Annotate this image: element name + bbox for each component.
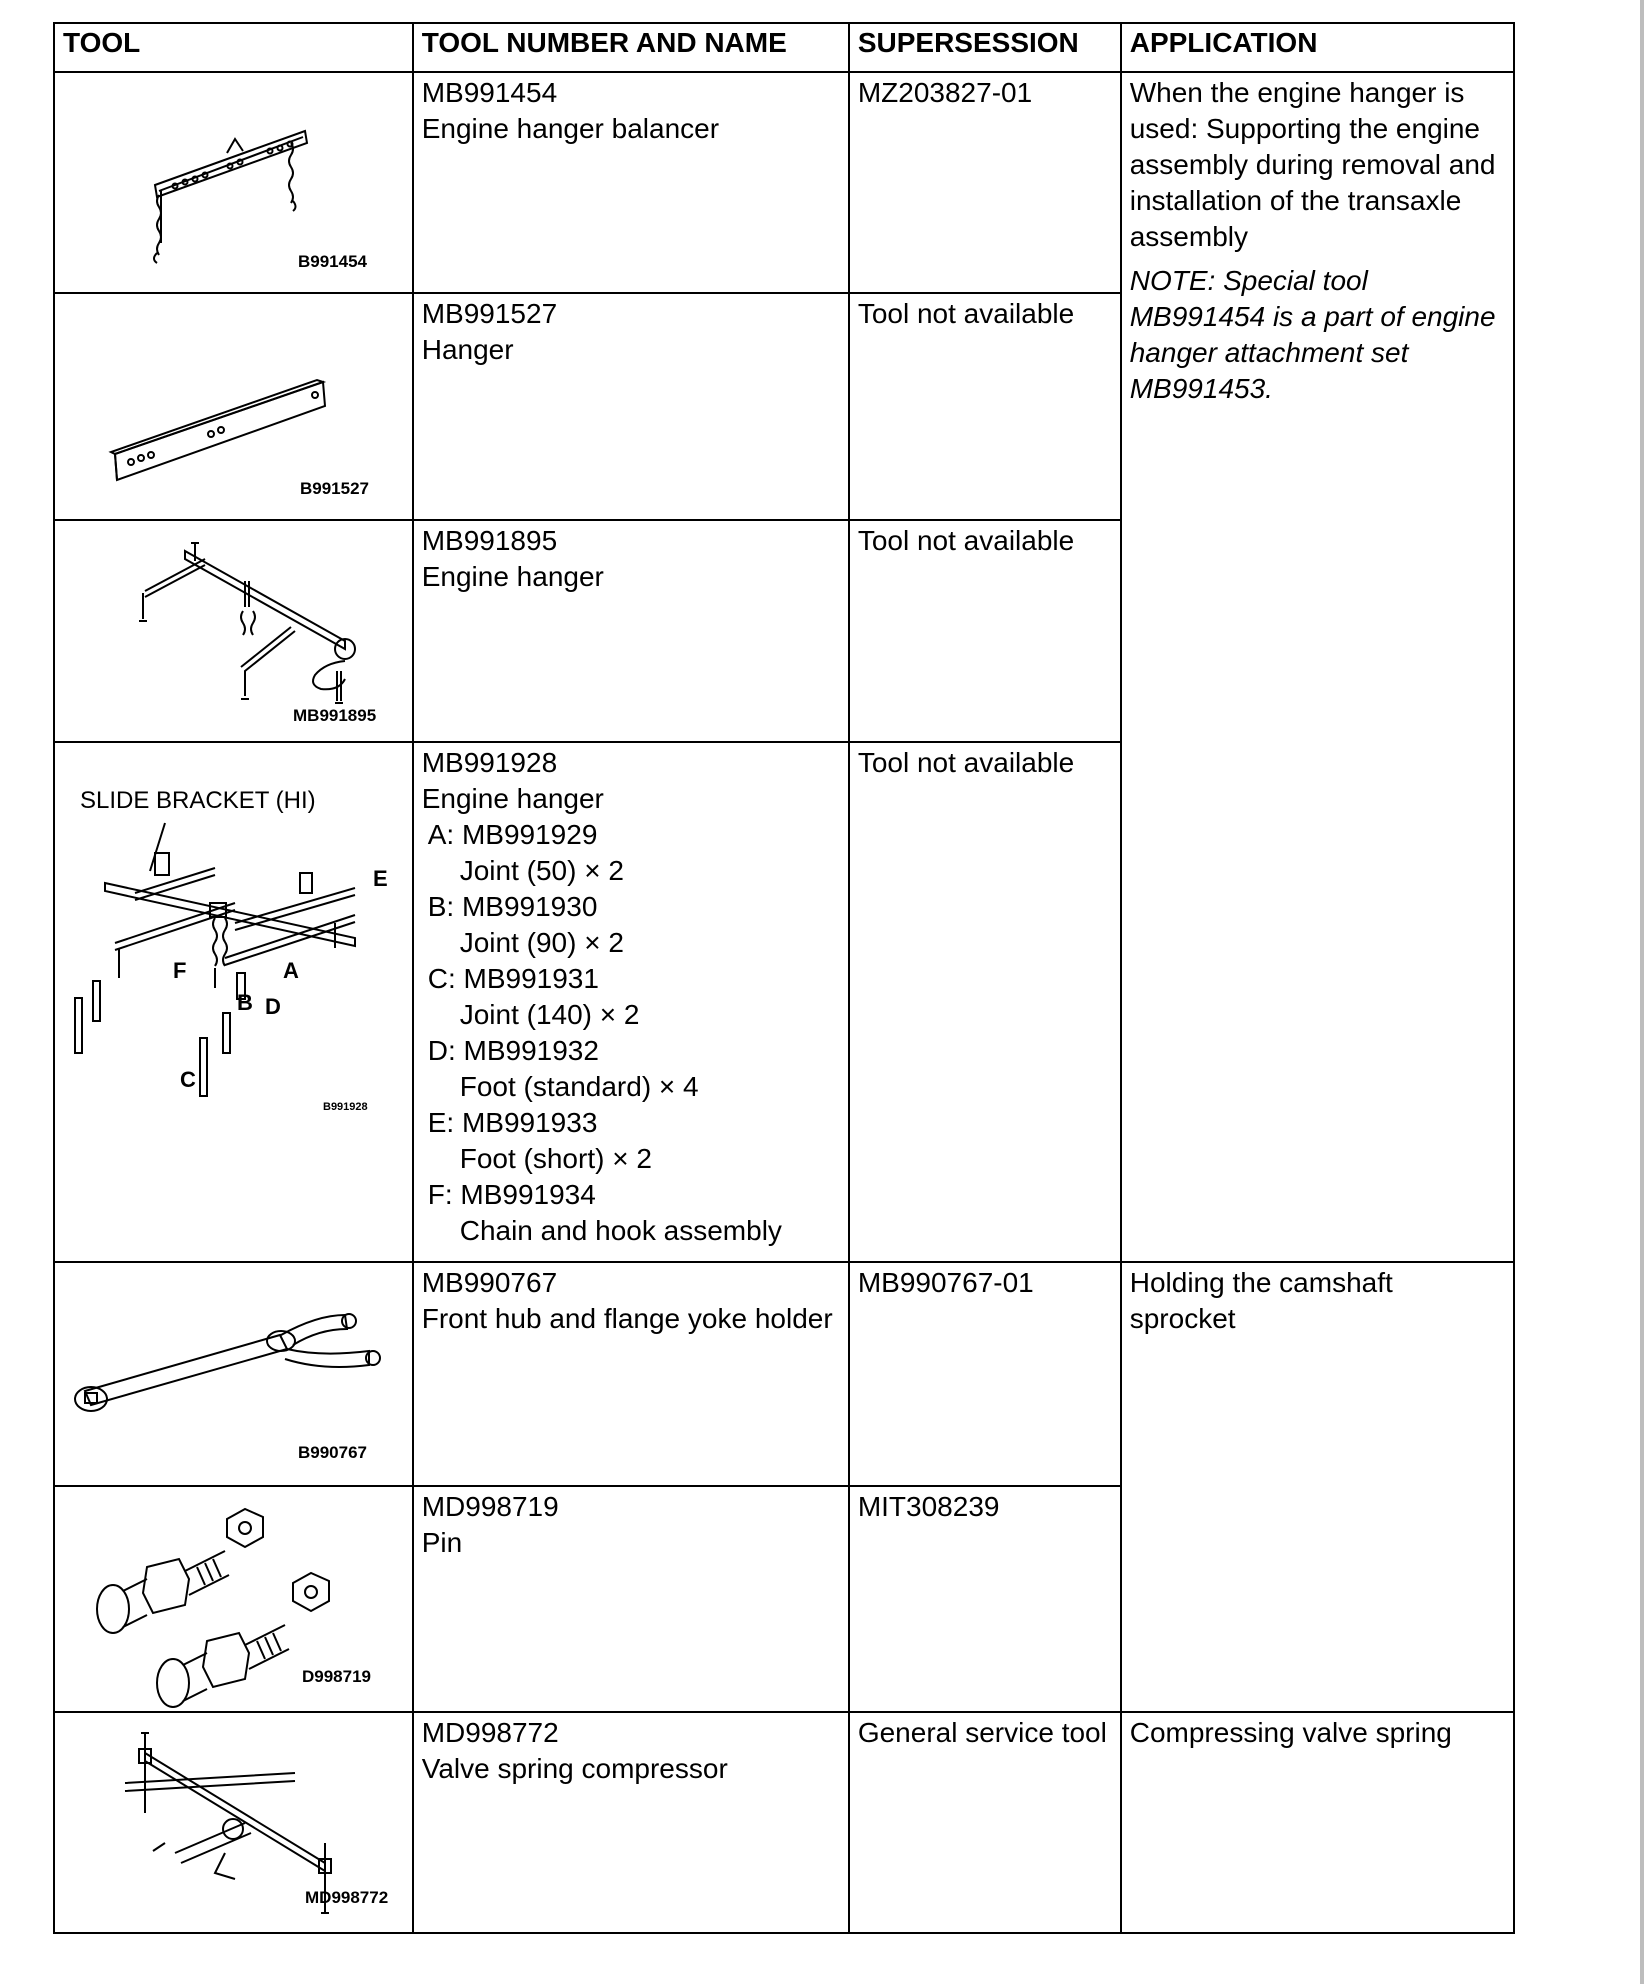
tool-name: Front hub and flange yoke holder — [421, 1303, 833, 1334]
part-desc: Foot (standard) × 4 — [459, 1071, 699, 1102]
application-text: When the engine hanger is used: Supporting the engine assembly during removal and installation of the transaxle assembly — [1129, 77, 1496, 252]
application-note: NOTE: Special tool MB991454 is a part of engine hanger attachment set MB991453. — [1129, 265, 1496, 404]
part-f-label: F — [173, 958, 187, 983]
part-code: A: MB991929 — [427, 819, 598, 850]
tool-number: MB991895 — [421, 525, 558, 556]
figure-code: D998719 — [302, 1667, 372, 1686]
part-desc: Joint (140) × 2 — [459, 999, 640, 1030]
figure-code: B991454 — [298, 252, 368, 271]
tool-figure-cell — [54, 1262, 413, 1486]
supersession-cell: MIT308239 — [849, 1486, 1121, 1712]
part-code: E: MB991933 — [427, 1107, 598, 1138]
part-d-label: D — [265, 994, 281, 1019]
table-row — [54, 1712, 1514, 1933]
application-cell: Holding the camshaft sprocket — [1121, 1262, 1514, 1712]
part-code: D: MB991932 — [427, 1035, 599, 1066]
part-e-label: E — [373, 866, 388, 891]
tool-number-name-cell — [413, 742, 849, 1262]
part-code: C: MB991931 — [427, 963, 599, 994]
slide-bracket-label: SLIDE BRACKET (HI) — [80, 787, 316, 814]
part-code: B: MB991930 — [427, 891, 598, 922]
tool-number: MD998772 — [421, 1717, 559, 1748]
tool-name: Engine hanger balancer — [421, 113, 720, 144]
tool-figure-cell — [54, 520, 413, 742]
header-application: APPLICATION — [1121, 23, 1514, 72]
part-desc: Foot (short) × 2 — [459, 1143, 652, 1174]
engine-hanger-kit-illustration — [55, 743, 414, 1263]
supersession-cell: MB990767-01 — [849, 1262, 1121, 1486]
application-cell — [1121, 72, 1514, 1262]
part-desc: Joint (50) × 2 — [459, 855, 624, 886]
part-desc: Joint (90) × 2 — [459, 927, 624, 958]
tool-number-name-cell — [413, 293, 849, 520]
tool-number-name-cell — [413, 1486, 849, 1712]
tool-figure-cell — [54, 293, 413, 520]
tool-name: Pin — [421, 1527, 463, 1558]
tool-figure-cell — [54, 72, 413, 293]
tool-number-name-cell — [413, 1262, 849, 1486]
part-c-label: C — [180, 1067, 196, 1092]
figure-code: B991527 — [300, 479, 370, 498]
header-number-name: TOOL NUMBER AND NAME — [413, 23, 849, 72]
part-b-label: B — [237, 990, 253, 1015]
tool-number-name-cell — [413, 72, 849, 293]
table-row — [54, 1262, 1514, 1486]
header-tool: TOOL — [54, 23, 413, 72]
part-desc: Chain and hook assembly — [459, 1215, 782, 1246]
supersession-cell: MZ203827-01 — [849, 72, 1121, 293]
tool-name: Engine hanger — [421, 783, 604, 814]
tool-figure-cell — [54, 742, 413, 1262]
supersession-cell: Tool not available — [849, 293, 1121, 520]
supersession-cell: Tool not available — [849, 742, 1121, 1262]
tool-number: MB990767 — [421, 1267, 558, 1298]
tool-figure-cell — [54, 1486, 413, 1712]
table-row — [54, 72, 1514, 293]
supersession-cell: Tool not available — [849, 520, 1121, 742]
supersession-cell: General service tool — [849, 1712, 1121, 1933]
part-code: F: MB991934 — [427, 1179, 596, 1210]
special-tools-table — [53, 22, 1515, 1934]
tool-number: MB991928 — [421, 747, 558, 778]
header-supersession: SUPERSESSION — [849, 23, 1121, 72]
figure-code: B991928 — [323, 1101, 368, 1113]
tool-number-name-cell — [413, 520, 849, 742]
tool-name: Valve spring compressor — [421, 1753, 728, 1784]
figure-code: B990767 — [298, 1443, 368, 1462]
tool-figure-cell — [54, 1712, 413, 1933]
tool-name: Engine hanger — [421, 561, 604, 592]
tool-number: MD998719 — [421, 1491, 559, 1522]
figure-code: MB991895 — [293, 706, 377, 725]
part-a-label: A — [283, 958, 299, 983]
table-header-row — [54, 23, 1514, 72]
figure-code: MD998772 — [305, 1888, 389, 1907]
tool-number-name-cell — [413, 1712, 849, 1933]
tool-name: Hanger — [421, 334, 514, 365]
page-edge — [1640, 0, 1644, 1984]
tool-number: MB991527 — [421, 298, 558, 329]
tool-number: MB991454 — [421, 77, 558, 108]
application-cell: Compressing valve spring — [1121, 1712, 1514, 1933]
